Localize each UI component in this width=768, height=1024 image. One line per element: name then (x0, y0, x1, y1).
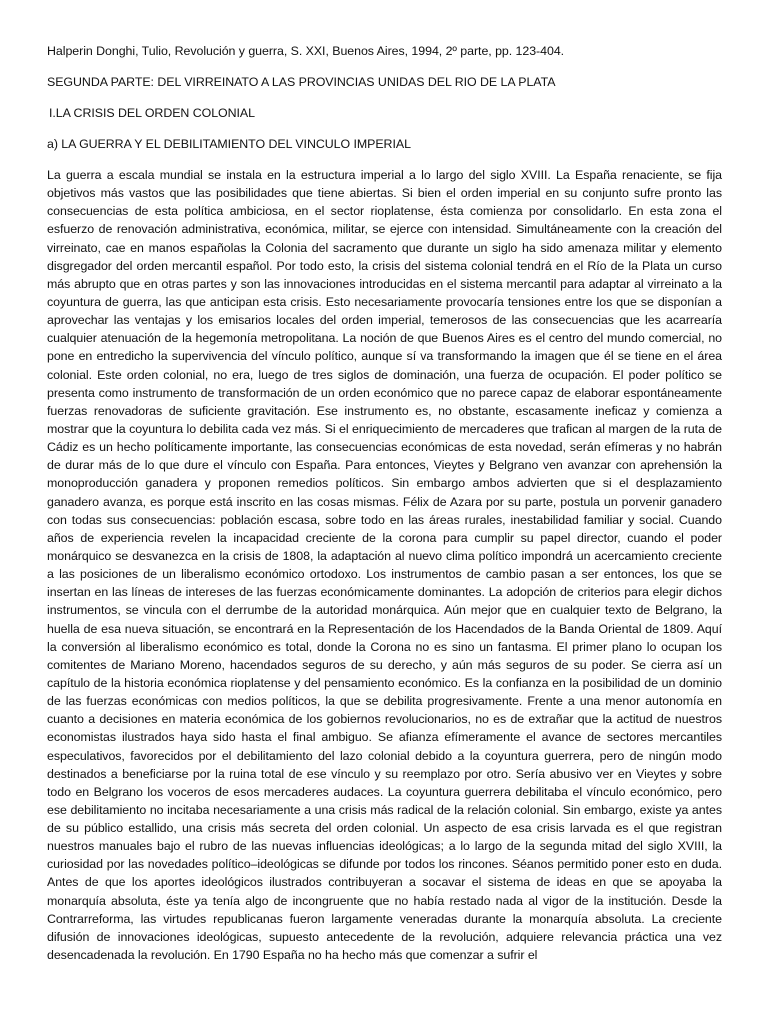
document-page (47, 42, 722, 964)
body-paragraph: La guerra a escala mundial se instala en la estructura imperial a lo largo del siglo XVIII. La España renaciente, se fija objetivos más vastos que las posibilidades que tiene abiertas. Si bien el orden imperial en su conjunto sufre pronto las consecuencias de esta política ambiciosa, en el sector rioplatense, ésta comienza por consolidarlo. En esta zona el esfuerzo de renovación administrativa, económica, militar, se ejerce con intensidad. Simultáneamente con la creación del virreinato, cae en manos españolas la Colonia del sacramento que durante un siglo ha sido amenaza militar y elemento disgregador del orden mercantil español. Por todo esto, la crisis del sistema colonial tendrá en el Río de la Plata un curso más abrupto que en otras partes y son las innovaciones introducidas en el sistema mercantil para adaptar al virreinato a la coyuntura de guerra, las que anticipan esta crisis. Esto necesariamente provocaría tensiones entre los que se disponían a aprovechar las ventajas y los emisarios locales del orden imperial, temerosos de las consecuencias que les acarrearía cualquier atenuación de la hegemonía metropolitana. La noción de que Buenos Aires es el centro del mundo comercial, no pone en entredicho la supervivencia del vínculo político, aunque sí va transformando la imagen que él se tiene en el área colonial. Este orden colonial, no era, luego de tres siglos de dominación, una fuerza de ocupación. El poder político se presenta como instrumento de transformación de un orden económico que no parece capaz de elaborar espontáneamente fuerzas renovadoras de suficiente gravitación. Ese instrumento es, no obstante, escasamente ineficaz y comienza a mostrar que la coyuntura lo debilita cada vez más. Si el enriquecimiento de mercaderes que trafican al margen de la ruta de Cádiz es un hecho políticamente importante, las consecuencias económicas de esta novedad, serán efímeras y no habrán de durar más de lo que dure el vínculo con España. Para entonces, Vieytes y Belgrano ven avanzar con aprehensión la monoproducción ganadera y proponen remedios políticos. Sin embargo ambos advierten que si el desplazamiento ganadero avanza, es porque está inscrito en las cosas mismas. Félix de Azara por su parte, postula un porvenir ganadero con todas sus consecuencias: población escasa, sobre todo en las áreas rurales, inestabilidad familiar y social. Cuando años de experiencia revelen la incapacidad creciente de la corona para cumplir su papel director, cuando el poder monárquico se desvanezca en la crisis de 1808, la adaptación al nuevo clima político impondrá un acercamiento creciente a las posiciones de un liberalismo económico ortodoxo. Los instrumentos de cambio pasan a ser entonces, los que se insertan en las líneas de intereses de las fuerzas económicamente dominantes. La adopción de criterios para elegir dichos instrumentos, se vincula con el derrumbe de la autoridad monárquica. Aún mejor que en cualquier texto de Belgrano, la huella de esa nueva situación, se encontrará en la Representación de los Hacendados de la Banda Oriental de 1809. Aquí la conversión al liberalismo económico es total, donde la Corona no es sino un fantasma. El primer plano lo ocupan los comitentes de Mariano Moreno, hacendados seguros de su derecho, y aún más seguros de su poder. Se cierra así un capítulo de la historia económica rioplatense y del pensamiento económico. Es la confianza en la posibilidad de un dominio de las fuerzas económicas con medios políticos, la que se debilita progresivamente. Frente a una menor autonomía en cuanto a decisiones en materia económica de los gobiernos revolucionarios, no es de extrañar que la actitud de nuestros economistas ilustrados haya sido hasta el final ambiguo. Se afianza efímeramente el avance de sectores mercantiles especulativos, favorecidos por el debilitamiento del lazo colonial debido a la coyuntura guerrera, pero de ningún modo destinados a beneficiarse por la ruina total de ese vínculo y su reemplazo por otro. Sería abusivo ver en Vieytes y sobre todo en Belgrano los voceros de esos mercaderes audaces. La coyuntura guerrera debilitaba el vínculo económico, pero ese debilitamiento no incitaba necesariamente a una crisis más radical de la relación colonial. Sin embargo, existe ya antes de su público estallido, una crisis más secreta del orden colonial. Un aspecto de esa crisis larvada es el que registran nuestros manuales bajo el rubro de las nuevas influencias ideológicas; a lo largo de la segunda mitad del siglo XVIII, la curiosidad por las novedades político–ideológicas se difunde por todos los rincones. Séanos permitido poner esto en duda. Antes de que los aportes ideológicos ilustrados contribuyeran a socavar el sistema de ideas en que se apoyaba la monarquía absoluta, éste ya tenía algo de incongruente que no había restado nada al vigor de la institución. Desde la Contrarreforma, las virtudes republicanas fueron largamente veneradas durante la monarquía absoluta. La creciente difusión de innovaciones ideológicas, supuesto antecedente de la revolución, adquiere relevancia práctica una vez desencadenada la revolución. En 1790 España no ha hecho más que comenzar a sufrir el (47, 168, 722, 963)
chapter-title: I.LA CRISIS DEL ORDEN COLONIAL (49, 106, 255, 120)
part-title: SEGUNDA PARTE: DEL VIRREINATO A LAS PROVINCIAS UNIDAS DEL RIO DE LA PLATA (47, 75, 556, 89)
section-title: a) LA GUERRA Y EL DEBILITAMIENTO DEL VINCULO IMPERIAL (47, 137, 411, 151)
citation: Halperin Donghi, Tulio, Revolución y guerra, S. XXI, Buenos Aires, 1994, 2º parte, pp. 123-404. (47, 44, 565, 58)
